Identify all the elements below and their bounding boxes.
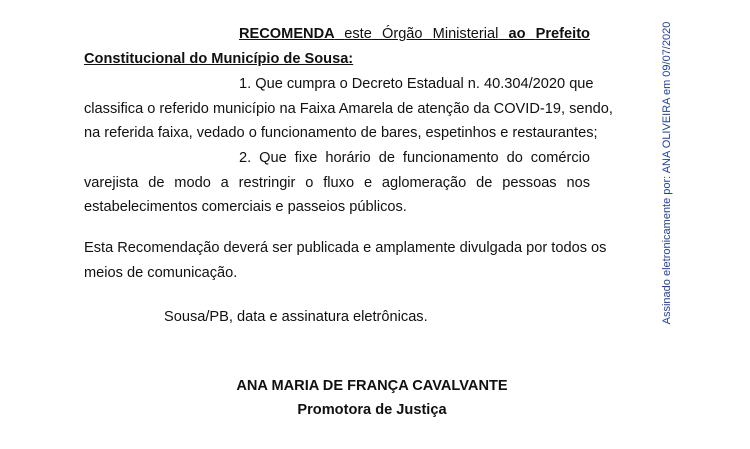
publication-paragraph <box>84 236 607 285</box>
recommendation-line-1 <box>84 22 590 47</box>
item-2-paragraph <box>84 146 590 220</box>
recommend-word-orgao: Órgão <box>381 26 423 42</box>
item-1-paragraph <box>84 72 613 146</box>
signatory-title: Promotora de Justiça <box>297 402 447 418</box>
electronic-signature-text: Assinado eletronicamente por: ANA OLIVEIRA em 09/07/2020 <box>661 21 673 325</box>
item-2-line-2: varejista de modo a restringir o fluxo e aglomeração de pessoas nos <box>84 174 590 191</box>
signatory-name: ANA MARIA DE FRANÇA CAVALVANTE <box>236 378 508 394</box>
item-2-line-1: 2. Que fixe horário de funcionamento do comércio <box>239 150 590 166</box>
item-1-line-3: na referida faixa, vedado o funcionamento de bares, espetinhos e restaurantes; <box>84 125 598 142</box>
item-1-line-2: classifica o referido município na Faixa Amarela de atenção da COVID-19, sendo, <box>84 100 613 117</box>
electronic-signature-stamp <box>653 18 681 328</box>
recommendation-line-2: Constitucional do Município de Sousa: <box>84 50 354 67</box>
item-1-line-1: 1. Que cumpra o Decreto Estadual n. 40.304/2020 que <box>239 76 594 92</box>
recommend-word-este: este <box>344 26 372 42</box>
recommend-word-ao: ao <box>508 26 526 42</box>
recommend-verb: RECOMENDA <box>239 26 335 42</box>
publication-line-2: meios de comunicação. <box>84 264 238 281</box>
recommend-word-ministerial: Ministerial <box>432 26 499 42</box>
place-and-date: Sousa/PB, data e assinatura eletrônicas. <box>164 309 428 325</box>
publication-line-1: Esta Recomendação deverá ser publicada e amplamente divulgada por todos os <box>84 240 607 256</box>
item-2-line-3: estabelecimentos comerciais e passeios públicos. <box>84 199 407 216</box>
recommend-word-prefeito: Prefeito <box>535 26 590 42</box>
recommendation-paragraph <box>84 22 590 71</box>
